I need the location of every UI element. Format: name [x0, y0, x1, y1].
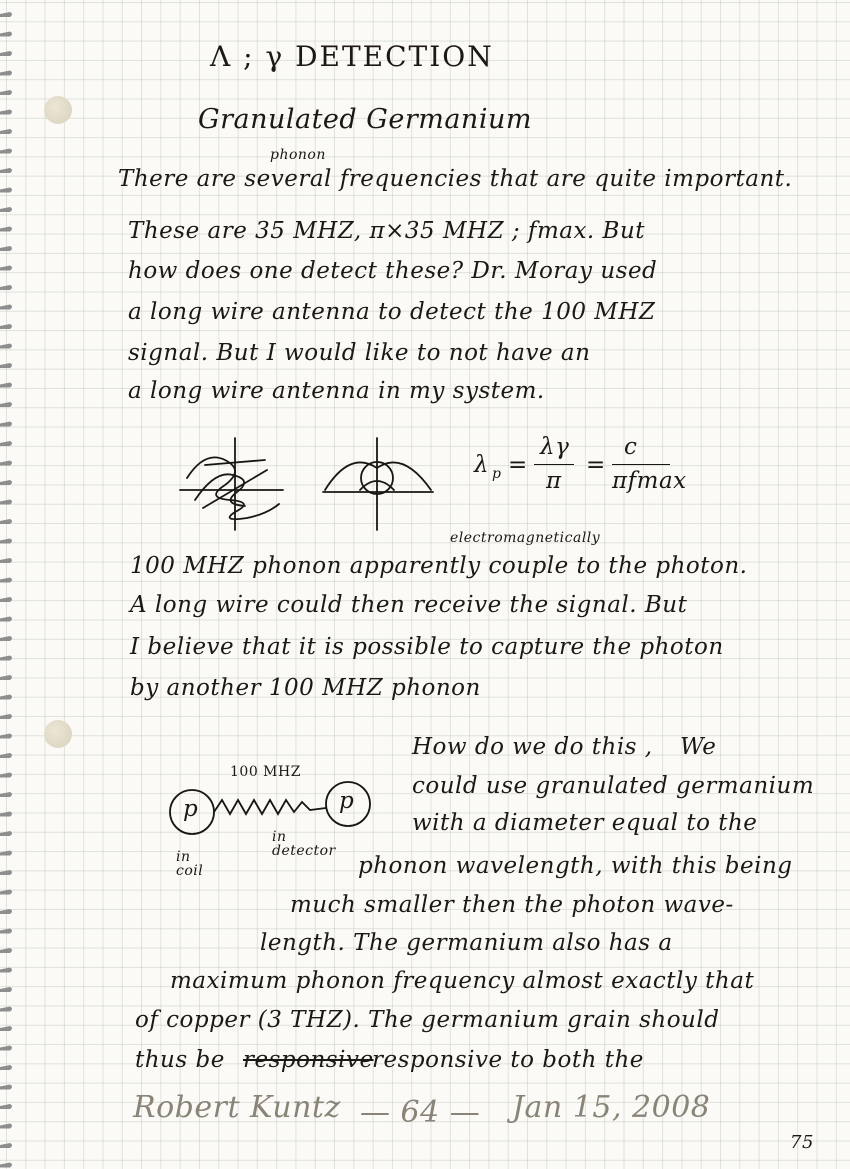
spiral-loop: [0, 597, 12, 602]
spiral-loop: [0, 617, 12, 622]
text-line: responsive to both the: [372, 1047, 644, 1073]
text-line: by another 100 MHZ phonon: [130, 675, 481, 701]
spiral-loop: [0, 519, 12, 524]
text-line: I believe that it is possible to capture the photon: [130, 634, 724, 660]
text-line: signal. But I would like to not have an: [128, 340, 591, 366]
text-line: how does one detect these? Dr. Moray used: [128, 258, 658, 284]
spiral-loop: [0, 324, 12, 329]
insert-electromagnetically: electromagnetically: [450, 530, 601, 546]
spiral-loop: [0, 968, 12, 973]
spiral-loop: [0, 246, 12, 251]
spiral-loop: [0, 305, 12, 310]
spiral-loop: [0, 578, 12, 583]
text-line: could use granulated germanium: [412, 773, 815, 799]
text-line: thus be: [135, 1047, 225, 1073]
insert-phonon: phonon: [270, 147, 326, 163]
spiral-loop: [0, 422, 12, 427]
spiral-loop: [0, 831, 12, 836]
spiral-loop: [0, 1104, 12, 1109]
spiral-loop: [0, 812, 12, 817]
text-line: A long wire could then receive the signal. But: [130, 592, 688, 618]
equation: [474, 434, 714, 508]
spiral-loop: [0, 90, 12, 95]
spiral-loop: [0, 1124, 12, 1129]
spiral-loop: [0, 266, 12, 271]
fraction-bar: [612, 464, 670, 465]
coupling-frequency-label: 100 MHZ: [230, 764, 301, 780]
text-line: a long wire antenna in my system.: [128, 378, 545, 404]
right-p-label: p: [339, 788, 355, 814]
text-line: 100 MHZ phonon apparently couple to the photon.: [130, 553, 748, 579]
text-line: much smaller then the photon wave-: [290, 892, 734, 918]
spiral-loop: [0, 441, 12, 446]
text-line: length. The germanium also has a: [260, 930, 673, 956]
spiral-loop: [0, 734, 12, 739]
page-subtitle: Granulated Germanium: [198, 104, 532, 135]
eq-lambda-subscript: p: [492, 466, 502, 482]
phonon-coupling-sketch: [160, 760, 390, 890]
text-line: a long wire antenna to detect the 100 MHZ: [128, 299, 656, 325]
spiral-loop: [0, 500, 12, 505]
wave-sketch: [175, 430, 440, 535]
spiral-loop: [0, 1085, 12, 1090]
text-line: These are 35 MHZ, π×35 MHZ ; fmax. But: [128, 218, 646, 244]
spiral-loop: [0, 149, 12, 154]
eq-numerator-1: λγ: [540, 434, 570, 460]
spiral-loop: [0, 987, 12, 992]
spiral-loop: [0, 539, 12, 544]
spiral-loop: [0, 714, 12, 719]
in-detector-label: in detector: [272, 829, 336, 859]
spiral-loop: [0, 402, 12, 407]
page-marker: — 64 —: [360, 1095, 481, 1130]
signature: Robert Kuntz: [133, 1090, 341, 1125]
spiral-loop: [0, 344, 12, 349]
wave-curve: [325, 462, 431, 490]
spiral-loop: [0, 1007, 12, 1012]
eq-equals: =: [586, 452, 606, 478]
spiral-loop: [0, 1065, 12, 1070]
spiral-loop: [0, 363, 12, 368]
eq-denominator-2: πfmax: [612, 468, 687, 494]
left-p-label: p: [183, 796, 199, 822]
punch-hole: [44, 720, 72, 748]
text-line: of copper (3 THZ). The germanium grain should: [135, 1007, 720, 1033]
text-line: There are several frequencies that are quite important.: [118, 166, 793, 192]
spiral-loop: [0, 32, 12, 37]
spiral-loop: [0, 188, 12, 193]
spiral-loop: [0, 870, 12, 875]
spiral-loop: [0, 227, 12, 232]
eq-lambda: λ: [474, 452, 490, 478]
spiral-loop: [0, 890, 12, 895]
spiral-loop: [0, 909, 12, 914]
spiral-loop: [0, 1026, 12, 1031]
spiral-loop: [0, 675, 12, 680]
page-title: Λ ; γ DETECTION: [210, 40, 494, 73]
spiral-loop: [0, 129, 12, 134]
punch-hole: [44, 96, 72, 124]
spiral-loop: [0, 110, 12, 115]
spiral-loop: [0, 71, 12, 76]
spiral-loop: [0, 207, 12, 212]
date: Jan 15, 2008: [512, 1090, 711, 1125]
eq-numerator-2: c: [624, 434, 638, 460]
fraction-bar: [534, 464, 574, 465]
spring-wave: [214, 800, 326, 814]
eq-equals: =: [508, 452, 528, 478]
text-line: with a diameter equal to the: [412, 810, 758, 836]
text-line: phonon wavelength, with this being: [358, 853, 793, 879]
spiral-loop: [0, 383, 12, 388]
spiral-loop: [0, 12, 12, 17]
eq-denominator-1: π: [546, 468, 562, 494]
wave-curve: [187, 457, 279, 519]
spiral-loop: [0, 1143, 12, 1148]
struck-word: responsive: [243, 1047, 374, 1073]
in-coil-label: in coil: [176, 849, 204, 879]
spiral-loop: [0, 773, 12, 778]
spiral-loop: [0, 851, 12, 856]
spiral-loop: [0, 792, 12, 797]
text-line: maximum phonon frequency almost exactly that: [170, 968, 755, 994]
spiral-loop: [0, 461, 12, 466]
spiral-loop: [0, 753, 12, 758]
spiral-loop: [0, 656, 12, 661]
spiral-loop: [0, 695, 12, 700]
spiral-loop: [0, 558, 12, 563]
corner-page-number: 75: [790, 1132, 814, 1153]
spiral-loop: [0, 929, 12, 934]
text-word-we: We: [680, 734, 717, 760]
spiral-loop: [0, 1163, 12, 1168]
spiral-loop: [0, 948, 12, 953]
spiral-loop: [0, 1046, 12, 1051]
spiral-loop: [0, 168, 12, 173]
spiral-loop: [0, 51, 12, 56]
spiral-binding: [0, 0, 20, 1169]
spiral-loop: [0, 636, 12, 641]
spiral-loop: [0, 285, 12, 290]
text-line: How do we do this ,: [412, 734, 653, 760]
spiral-loop: [0, 480, 12, 485]
